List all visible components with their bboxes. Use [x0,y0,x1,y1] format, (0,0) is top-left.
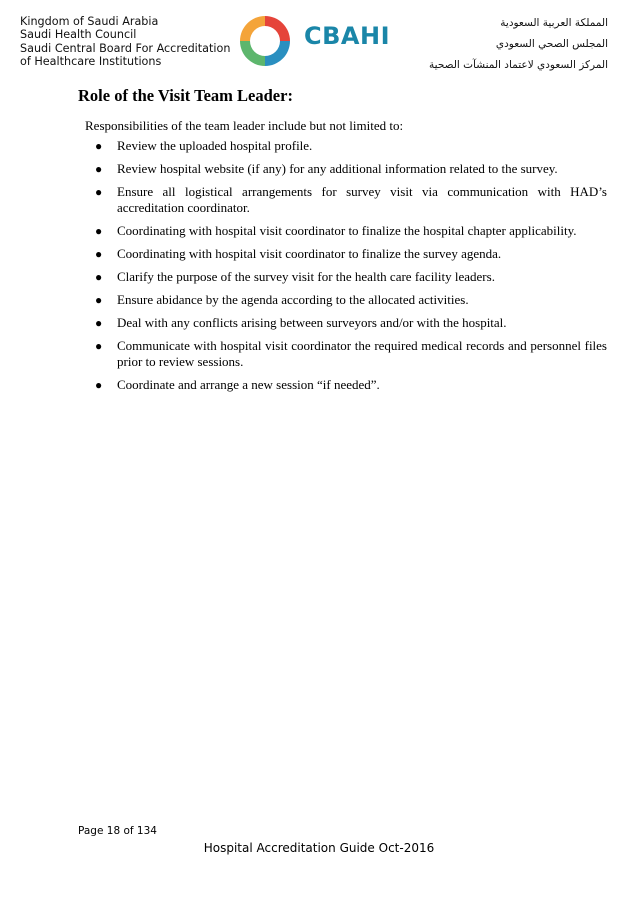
header-line-council: Saudi Health Council [20,28,137,42]
list-item: ● Communicate with hospital visit coordinator the required medical records and personnel files prior to review sessions. [95,338,607,369]
logo-wordmark: CBAHI [304,22,390,50]
bullet-icon: ● [95,224,103,238]
footer-guide-title: Hospital Accreditation Guide Oct-2016 [203,841,435,855]
bullet-icon: ● [95,247,103,261]
bullet-icon: ● [95,185,103,199]
page-number: Page 18 of 134 [78,825,157,837]
list-item: ● Review the uploaded hospital profile. [95,138,313,153]
header-arabic-line-kingdom: المملكة العربية السعودية [500,17,608,29]
header-arabic-block [429,13,608,76]
header-line-board: Saudi Central Board For Accreditation [20,41,231,55]
bullet-icon: ● [95,139,103,153]
header-line-institutions: of Healthcare Institutions [20,55,162,69]
header-english-block [20,15,230,69]
list-item: ● Coordinating with hospital visit coordinator to finalize the survey agenda. [95,246,502,261]
bullet-icon: ● [95,316,103,330]
header-line-kingdom: Kingdom of Saudi Arabia [20,15,159,28]
responsibilities-list [95,138,607,400]
section-title: Role of the Visit Team Leader: [78,86,293,105]
list-item: ● Ensure all logistical arrangements for survey visit via communication with HAD’s accreditation coordinator. [95,184,607,215]
bullet-icon: ● [95,293,103,307]
bullet-icon: ● [95,162,103,176]
list-item: ● Coordinating with hospital visit coordinator to finalize the hospital chapter applicability. [95,223,577,238]
header-arabic-line-council: المجلس الصحي السعودي [495,38,608,50]
section-intro: Responsibilities of the team leader include but not limited to: [85,118,404,133]
list-item: ● Deal with any conflicts arising between surveyors and/or with the hospital. [95,315,507,330]
bullet-icon: ● [95,270,103,284]
list-item: ● Ensure abidance by the agenda according to the allocated activities. [95,292,469,307]
list-item: ● Coordinate and arrange a new session “if needed”. [95,377,380,392]
list-item: ● Clarify the purpose of the survey visit for the health care facility leaders. [95,269,495,284]
header-arabic-line-board: المركز السعودي لاعتماد المنشآت الصحية [429,59,608,71]
bullet-icon: ● [95,339,103,353]
list-item: ● Review hospital website (if any) for any additional information related to the survey. [95,161,558,176]
bullet-icon: ● [95,378,103,392]
